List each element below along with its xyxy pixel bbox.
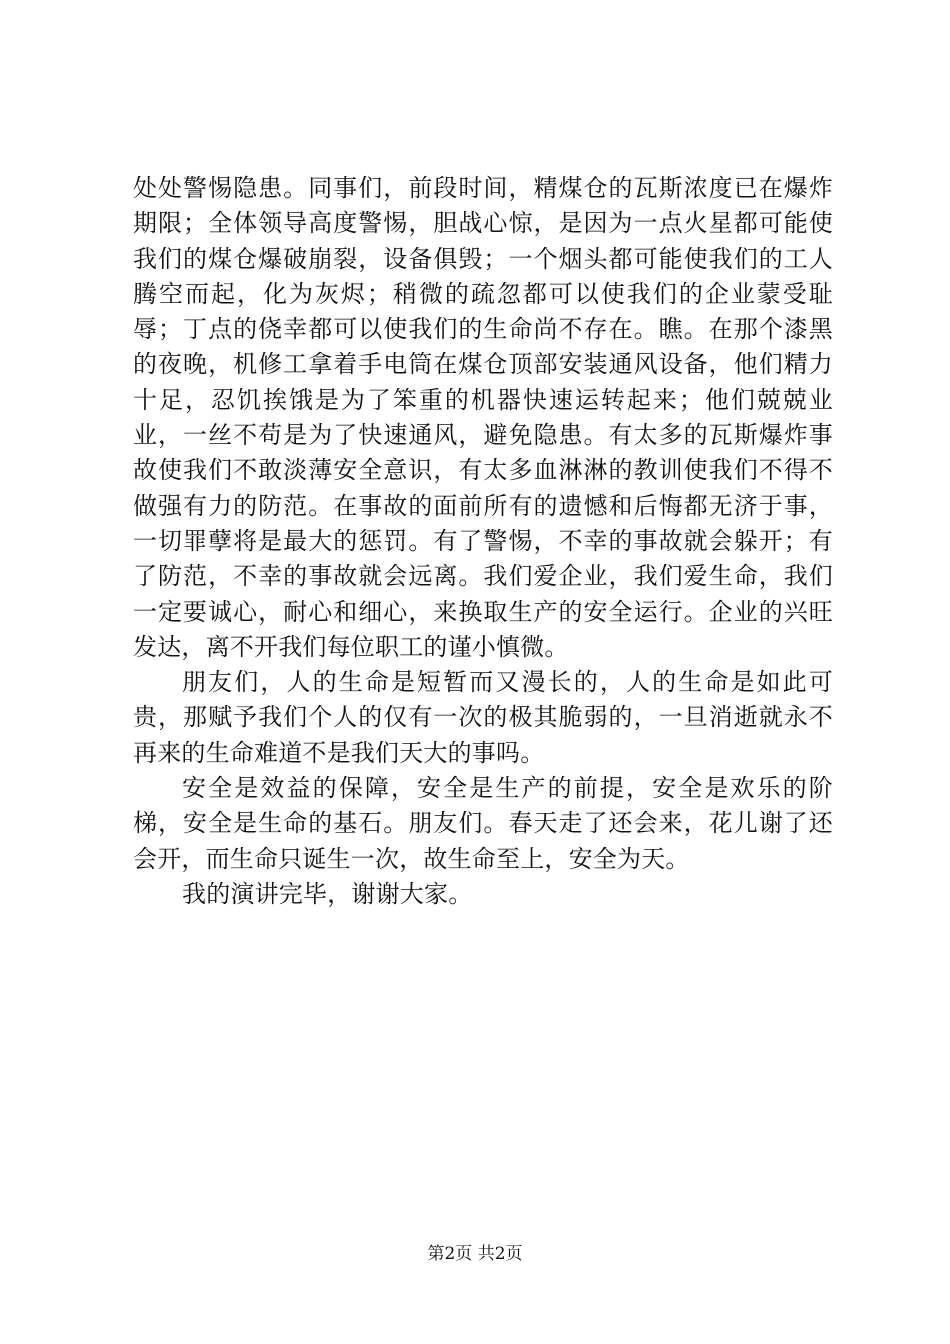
body-paragraph-closing: 我的演讲完毕，谢谢大家。 xyxy=(182,879,473,908)
body-paragraph-life-value: 朋友们，人的生命是短暂而又漫长的，人的生命是如此可贵，那赋予我们个人的仅有一次的极其脆弱的，一旦消逝就永不再来的生命难道不是我们天大的事吗。 xyxy=(133,668,833,767)
body-paragraph-continuation: 处处警惕隐患。同事们，前段时间，精煤仓的瓦斯浓度已在爆炸期限；全体领导高度警惕，胆战心惊，是因为一点火星都可能使我们的煤仓爆破崩裂，设备俱毁；一个烟头都可能使我们的工人腾空而起，化为灰烬；稍微的疏忽都可以使我们的企业蒙受耻辱；丁点的侥幸都可以使我们的生命尚不存在。瞧。在那个漆黑的夜晚，机修工拿着手电筒在煤仓顶部安装通风设备，他们精力十足，忍饥挨饿是为了笨重的机器快速运转起来；他们兢兢业业，一丝不苟是为了快速通风，避免隐患。有太多的瓦斯爆炸事故使我们不敢淡薄安全意识，有太多血淋淋的教训使我们不得不做强有力的防范。在事故的面前所有的遗憾和后悔都无济于事，一切罪孽将是最大的惩罚。有了警惕，不幸的事故就会躲开；有了防范，不幸的事故就会远离。我们爱企业，我们爱生命，我们一定要诚心，耐心和细心，来换取生产的安全运行。企业的兴旺发达，离不开我们每位职工的谨小慎微。 xyxy=(133,174,833,661)
document-body xyxy=(133,171,833,912)
body-paragraph-safety-foundation: 安全是效益的保障，安全是生产的前提，安全是欢乐的阶梯，安全是生命的基石。朋友们。春天走了还会来，花儿谢了还会开，而生命只诞生一次，故生命至上，安全为天。 xyxy=(133,774,833,873)
page-number-footer: 第2页 共2页 xyxy=(427,1244,523,1264)
